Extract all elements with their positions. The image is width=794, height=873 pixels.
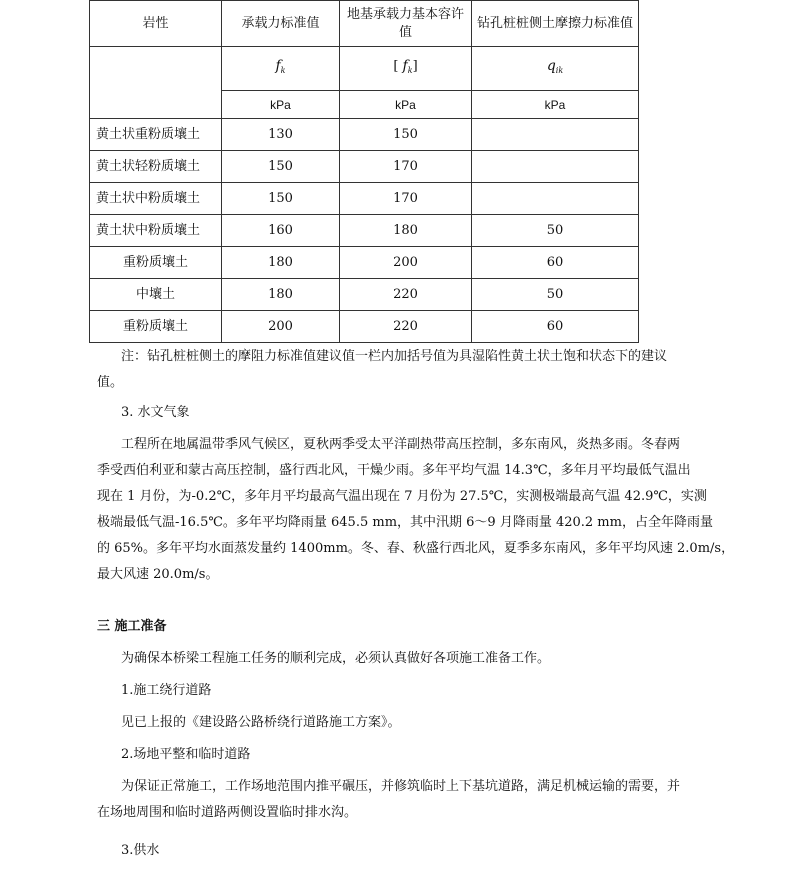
row-fk-basic: 220 (340, 279, 472, 311)
table-row (90, 247, 639, 279)
prep-item-2-title: 2.场地平整和临时道路 (121, 747, 251, 762)
hydro-line-3: 现在 1 月份，为-0.2℃，多年月平均最高气温出现在 7 月份为 27.5℃，实测极端最高气温 42.9℃，实测 (97, 489, 707, 504)
table-row (90, 279, 639, 311)
unit-fk: kPa (222, 91, 340, 119)
prep-item-1-text: 见已上报的《建设路公路桥绕行道路施工方案》。 (121, 715, 401, 730)
symbol-fk: $f_k$ (222, 47, 340, 91)
unit-fk-basic: kPa (340, 91, 472, 119)
row-qik (472, 183, 639, 215)
row-fk-basic: 170 (340, 183, 472, 215)
row-rock-type: 黄土状重粉质壤土 (90, 119, 222, 151)
table-row (90, 215, 639, 247)
row-qik: 60 (472, 311, 639, 343)
row-fk-basic: 150 (340, 119, 472, 151)
table-row (90, 119, 639, 151)
row-rock-type: 黄土状中粉质壤土 (90, 183, 222, 215)
row-fk: 150 (222, 183, 340, 215)
table-header-row (90, 1, 639, 47)
row-fk: 180 (222, 279, 340, 311)
table-row (90, 311, 639, 343)
header-friction-standard: 钻孔桩桩侧土摩擦力标准值 (472, 1, 639, 47)
hydro-line-5: 的 65%。多年平均水面蒸发量约 1400mm。冬、春、秋盛行西北风，夏季多东南风，多年平均风速 2.0m/s， (97, 541, 735, 556)
prep-item-1-title: 1.施工绕行道路 (121, 683, 212, 698)
soil-properties-table (89, 0, 639, 343)
section-prep-heading: 三 施工准备 (97, 619, 167, 634)
symbol-qik: $q_{ik}$ (472, 47, 639, 91)
row-fk: 130 (222, 119, 340, 151)
prep-item-2-line-1: 为保证正常施工，工作场地范围内推平碾压，并修筑临时上下基坑道路，满足机械运输的需要，并 (121, 779, 681, 794)
row-rock-type: 中壤土 (90, 279, 222, 311)
table-note-line-2: 值。 (97, 375, 124, 390)
row-rock-type: 重粉质壤土 (90, 247, 222, 279)
unit-qik: kPa (472, 91, 639, 119)
header-bearing-standard: 承载力标准值 (222, 1, 340, 47)
table-row (90, 183, 639, 215)
section-hydro-title: 3. 水文气象 (121, 405, 190, 420)
row-fk-basic: 200 (340, 247, 472, 279)
row-qik: 60 (472, 247, 639, 279)
row-qik (472, 119, 639, 151)
row-fk: 200 (222, 311, 340, 343)
row-fk: 150 (222, 151, 340, 183)
hydro-line-4: 极端最低气温-16.5℃。多年平均降雨量 645.5 mm，其中汛期 6～9 月降雨量 420.2 mm，占全年降雨量 (97, 515, 713, 530)
table-symbol-row (90, 47, 639, 91)
header-bearing-basic: 地基承载力基本容许值 (340, 1, 472, 47)
row-qik (472, 151, 639, 183)
hydro-line-2: 季受西伯利亚和蒙古高压控制，盛行西北风，干燥少雨。多年平均气温 14.3℃，多年月平均最低气温出 (97, 463, 691, 478)
row-rock-type: 黄土状中粉质壤土 (90, 215, 222, 247)
prep-item-2-line-2: 在场地周围和临时道路两侧设置临时排水沟。 (97, 805, 358, 820)
header-rock-type-blank (90, 47, 222, 119)
hydro-line-6: 最大风速 20.0m/s。 (97, 567, 219, 582)
hydro-line-1: 工程所在地属温带季风气候区，夏秋两季受太平洋副热带高压控制，多东南风，炎热多雨。冬春两 (121, 437, 681, 452)
prep-intro: 为确保本桥梁工程施工任务的顺利完成，必须认真做好各项施工准备工作。 (121, 651, 551, 666)
row-fk: 160 (222, 215, 340, 247)
prep-item-3-title: 3.供水 (121, 843, 160, 858)
symbol-fk-bracket: [ $f_k$] (340, 47, 472, 91)
header-rock-type: 岩性 (90, 1, 222, 47)
row-rock-type: 黄土状轻粉质壤土 (90, 151, 222, 183)
row-fk: 180 (222, 247, 340, 279)
table-note-line-1: 注：钻孔桩桩侧土的摩阻力标准值建议值一栏内加括号值为具湿陷性黄土状土饱和状态下的建议 (121, 349, 668, 364)
row-fk-basic: 180 (340, 215, 472, 247)
row-fk-basic: 170 (340, 151, 472, 183)
row-qik: 50 (472, 215, 639, 247)
row-qik: 50 (472, 279, 639, 311)
row-fk-basic: 220 (340, 311, 472, 343)
row-rock-type: 重粉质壤土 (90, 311, 222, 343)
table-row (90, 151, 639, 183)
